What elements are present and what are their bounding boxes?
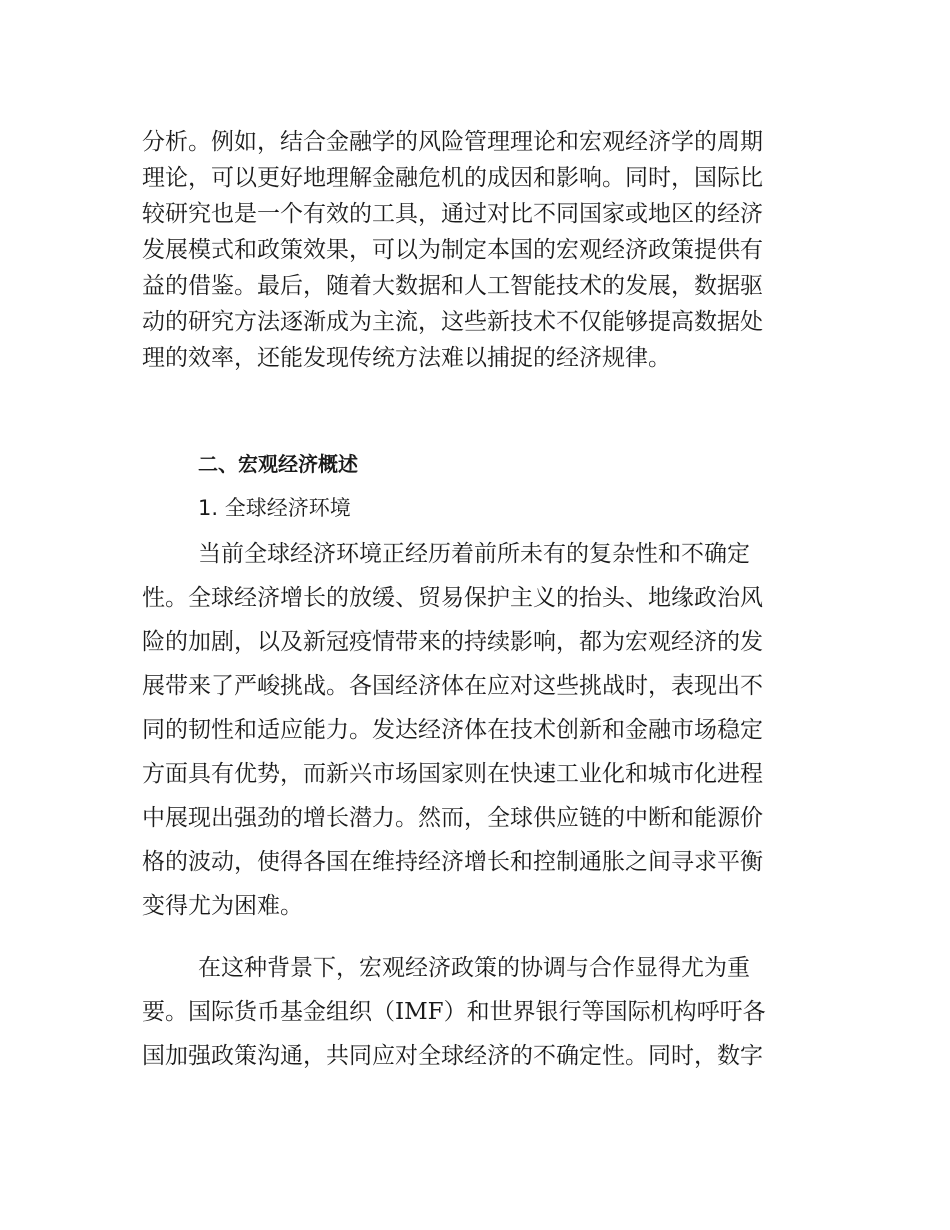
paragraph-line: 险的加剧，以及新冠疫情带来的持续影响，都为宏观经济的发 xyxy=(142,629,763,655)
paragraph-line: 方面具有优势，而新兴市场国家则在快速工业化和城市化进程 xyxy=(142,761,763,787)
section-heading: 二、宏观经济概述 xyxy=(198,452,358,476)
paragraph-line: 性。全球经济增长的放缓、贸易保护主义的抬头、地缘政治风 xyxy=(142,585,763,611)
paragraph-line: 益的借鉴。最后，随着大数据和人工智能技术的发展，数据驱 xyxy=(142,273,763,299)
paragraph-line: 展带来了严峻挑战。各国经济体在应对这些挑战时，表现出不 xyxy=(142,673,763,699)
paragraph-line: 国加强政策沟通，共同应对全球经济的不确定性。同时，数字 xyxy=(142,1043,763,1069)
paragraph-line: 较研究也是一个有效的工具，通过对比不同国家或地区的经济 xyxy=(142,201,763,227)
paragraph-line: 当前全球经济环境正经历着前所未有的复杂性和不确定 xyxy=(198,541,750,567)
paragraph-line: 分析。例如，结合金融学的风险管理理论和宏观经济学的周期 xyxy=(142,129,763,155)
paragraph-line: 动的研究方法逐渐成为主流，这些新技术不仅能够提高数据处 xyxy=(142,309,763,335)
paragraph-line: 理的效率，还能发现传统方法难以捕捉的经济规律。 xyxy=(142,345,671,371)
paragraph-line: 中展现出强劲的增长潜力。然而，全球供应链的中断和能源价 xyxy=(142,805,763,831)
paragraph-line: 在这种背景下，宏观经济政策的协调与合作显得尤为重 xyxy=(198,955,750,981)
paragraph-line: 发展模式和政策效果，可以为制定本国的宏观经济政策提供有 xyxy=(142,237,763,263)
paragraph-line: 理论，可以更好地理解金融危机的成因和影响。同时，国际比 xyxy=(142,165,763,191)
paragraph-line: 变得尤为困难。 xyxy=(142,893,303,919)
subsection-heading: 1. 全球经济环境 xyxy=(198,496,351,520)
paragraph-line: 同的韧性和适应能力。发达经济体在技术创新和金融市场稳定 xyxy=(142,717,763,743)
paragraph-line: 格的波动，使得各国在维持经济增长和控制通胀之间寻求平衡 xyxy=(142,849,763,875)
paragraph-line: 要。国际货币基金组织（IMF）和世界银行等国际机构呼吁各 xyxy=(142,999,766,1025)
